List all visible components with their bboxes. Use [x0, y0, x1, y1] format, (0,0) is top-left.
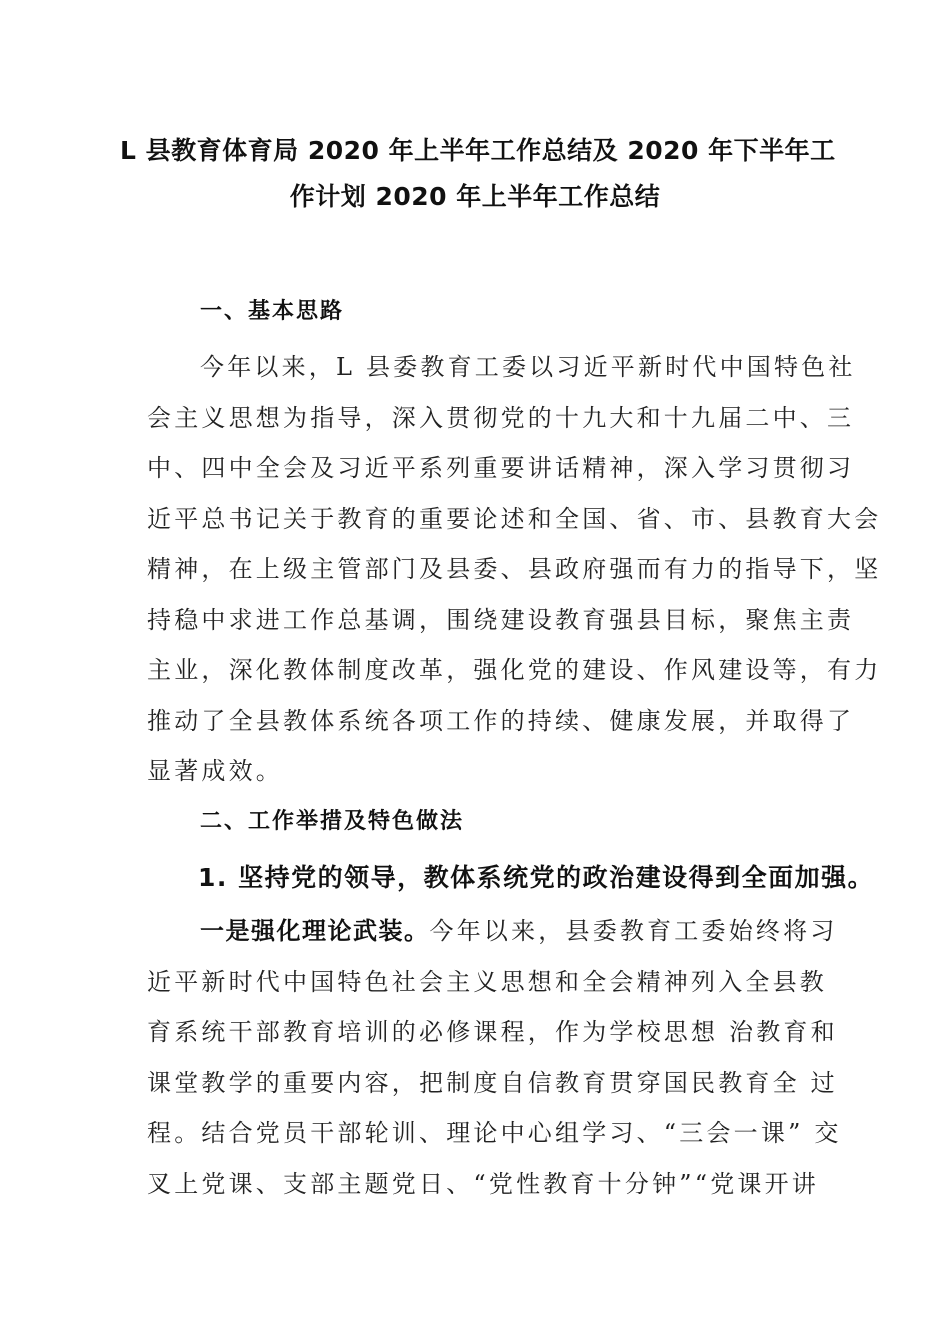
title-line-2: 作计划 2020 年上半年工作总结 [289, 182, 661, 211]
paragraph-line: 今年以来，L 县委教育工委以习近平新时代中国特色社 [200, 353, 856, 381]
paragraph-line: 中、四中全会及习近平系列重要讲话精神，深入学习贯彻习 [147, 454, 855, 482]
paragraph-line-lead [147, 906, 838, 957]
section-2-paragraph [147, 906, 842, 1209]
paragraph-line: 主业，深化教体制度改革，强化党的建设、作风建设等，有力 [147, 656, 882, 684]
paragraph-line: 近平新时代中国特色社会主义思想和全会精神列入全县教 [147, 967, 827, 996]
paragraph-line: 近平总书记关于教育的重要论述和全国、省、市、县教育大会 [147, 504, 882, 533]
paragraph-line: 持稳中求进工作总基调，围绕建设教育强县目标，聚焦主责 [147, 605, 855, 634]
paragraph-line: 推动了全县教体系统各项工作的持续、健康发展，并取得了 [147, 706, 855, 735]
paragraph-line: 显著成效。 [147, 757, 283, 785]
paragraph-line: 课堂教学的重要内容，把制度自信教育贯穿国民教育全 过 [147, 1068, 838, 1097]
section-1-paragraph [147, 342, 882, 797]
paragraph-line: 精神，在上级主管部门及县委、县政府强而有力的指导下，坚 [147, 555, 882, 583]
lead-bold-phrase: 一是强化理论武装。 [200, 917, 430, 945]
subsection-heading-party-leadership: 1. 坚持党的领导，教体系统党的政治建设得到全面加强。 [198, 863, 875, 892]
section-heading-measures: 二、工作举措及特色做法 [200, 808, 465, 834]
section-heading-basic-approach: 一、基本思路 [200, 298, 345, 324]
lead-rest-text: 今年以来，县委教育工委始终将习 [429, 917, 838, 945]
paragraph-line: 叉上党课、支部主题党日、“党性教育十分钟”“党课开讲 [147, 1169, 820, 1198]
paragraph-line: 程。结合党员干部轮训、理论中心组学习、“三会一课” 交 [147, 1119, 842, 1147]
title-line-1: L 县教育体育局 2020 年上半年工作总结及 2020 年下半年工 [120, 136, 836, 165]
document-title [120, 128, 836, 220]
paragraph-line: 育系统干部教育培训的必修课程，作为学校思想 治教育和 [147, 1018, 838, 1046]
paragraph-line: 会主义思想为指导，深入贯彻党的十九大和十九届二中、三 [147, 403, 855, 432]
